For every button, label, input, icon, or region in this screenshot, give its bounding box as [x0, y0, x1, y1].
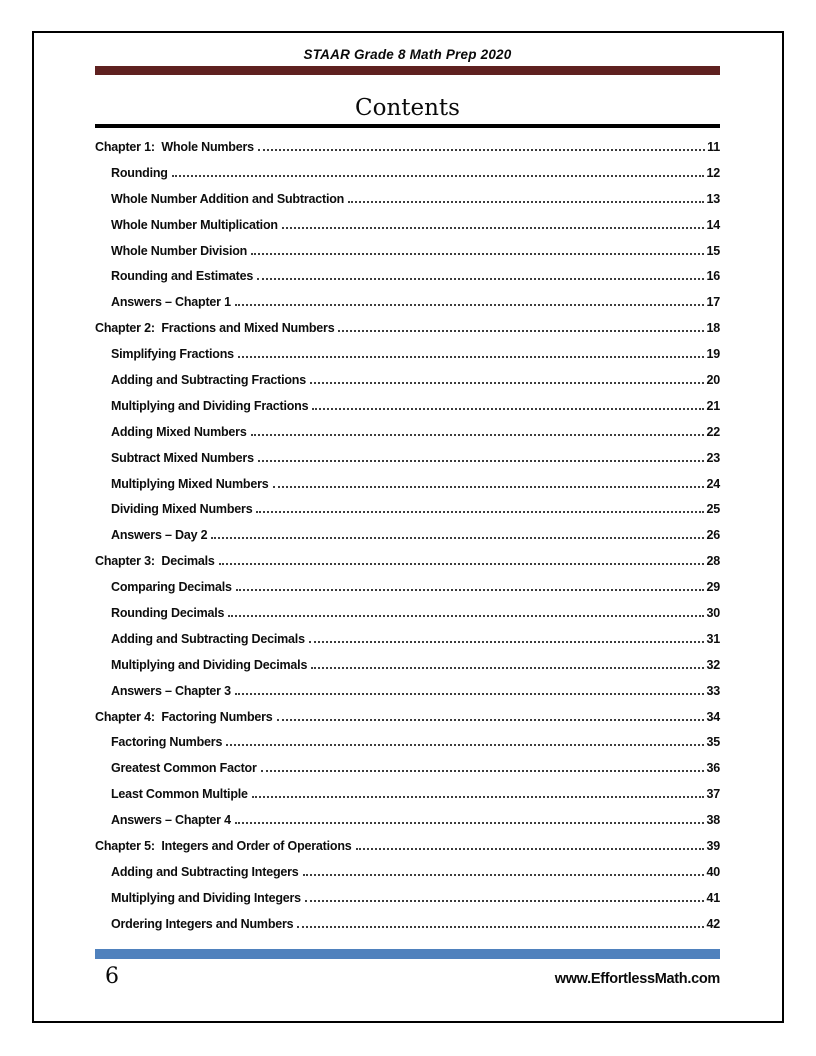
toc-entry-label: Adding and Subtracting Decimals [111, 631, 305, 646]
dot-leader [238, 356, 705, 358]
dot-leader [356, 848, 705, 850]
toc-entry-page-number: 40 [706, 864, 720, 879]
toc-entry[interactable] [95, 472, 720, 498]
toc-entry-label: Subtract Mixed Numbers [111, 450, 254, 465]
toc-entry[interactable] [95, 368, 720, 394]
dot-leader [310, 382, 704, 384]
toc-entry-label: Whole Number Multiplication [111, 217, 278, 232]
toc-entry-label: Least Common Multiple [111, 787, 248, 802]
toc-entry-label: Chapter 4: Factoring Numbers [95, 709, 273, 724]
toc-entry-page-number: 13 [706, 191, 720, 206]
toc-entry-page-number: 19 [706, 347, 720, 362]
toc-entry[interactable] [95, 679, 720, 705]
dot-leader [348, 201, 704, 203]
dot-leader [251, 253, 704, 255]
toc-entry-page-number: 36 [706, 761, 720, 776]
dot-leader [258, 149, 705, 151]
toc-entry-label: Chapter 3: Decimals [95, 554, 215, 569]
toc-entry-label: Multiplying Mixed Numbers [111, 476, 269, 491]
toc-entry-page-number: 39 [706, 839, 720, 854]
toc-entry-page-number: 37 [706, 787, 720, 802]
dot-leader [219, 563, 705, 565]
toc-entry[interactable] [95, 834, 720, 860]
toc-entry[interactable] [95, 213, 720, 239]
toc-entry-page-number: 35 [706, 735, 720, 750]
toc-entry-page-number: 26 [706, 528, 720, 543]
dot-leader [252, 796, 705, 798]
dot-leader [172, 175, 705, 177]
toc-entry-page-number: 17 [706, 295, 720, 310]
toc-entry[interactable] [95, 653, 720, 679]
toc-entry-page-number: 18 [706, 321, 720, 336]
dot-leader [251, 434, 705, 436]
toc-entry-page-number: 41 [706, 890, 720, 905]
running-header-title: STAAR Grade 8 Math Prep 2020 [303, 47, 512, 62]
toc-entry-page-number: 28 [706, 554, 720, 569]
dot-leader [312, 408, 704, 410]
toc-entry-label: Rounding and Estimates [111, 269, 254, 284]
page-number: 6 [105, 963, 119, 989]
toc-entry-label: Chapter 1: Whole Numbers [95, 140, 254, 154]
toc-entry-page-number: 11 [707, 140, 720, 154]
dot-leader [305, 900, 705, 902]
toc-entry-label: Answers – Chapter 4 [111, 813, 231, 828]
toc-entry[interactable] [95, 290, 720, 316]
toc-entry[interactable] [95, 860, 720, 886]
page-content [95, 31, 720, 989]
dot-leader [338, 330, 704, 332]
toc-entry-page-number: 23 [706, 450, 720, 465]
toc-entry-page-number: 33 [706, 683, 720, 698]
toc-entry-label: Adding and Subtracting Integers [111, 864, 299, 879]
toc-entry-page-number: 14 [706, 217, 720, 232]
toc-entry[interactable] [95, 187, 720, 213]
toc-entry-label: Answers – Day 2 [111, 528, 208, 543]
dot-leader [228, 615, 704, 617]
toc-entry[interactable] [95, 420, 720, 446]
dot-leader [235, 822, 705, 824]
toc-entry[interactable] [95, 239, 720, 265]
toc-entry-label: Greatest Common Factor [111, 761, 257, 776]
table-of-contents [95, 135, 720, 938]
toc-entry-label: Simplifying Fractions [111, 347, 234, 362]
toc-entry-page-number: 42 [706, 916, 720, 931]
toc-entry[interactable] [95, 756, 720, 782]
toc-entry-label: Answers – Chapter 1 [111, 295, 231, 310]
toc-entry[interactable] [95, 316, 720, 342]
toc-entry-page-number: 20 [706, 373, 720, 388]
dot-leader [257, 278, 704, 280]
toc-entry-label: Answers – Chapter 3 [111, 683, 231, 698]
toc-entry[interactable] [95, 782, 720, 808]
toc-entry-label: Rounding Decimals [111, 606, 225, 621]
toc-entry-page-number: 31 [706, 631, 720, 646]
dot-leader [277, 719, 705, 721]
toc-entry-label: Rounding [111, 165, 168, 180]
toc-entry-label: Multiplying and Dividing Fractions [111, 398, 309, 413]
toc-entry-page-number: 21 [706, 398, 720, 413]
toc-entry-page-number: 12 [706, 165, 720, 180]
dot-leader [261, 770, 705, 772]
toc-entry-label: Multiplying and Dividing Decimals [111, 657, 308, 672]
toc-entry[interactable] [95, 575, 720, 601]
dot-leader [256, 511, 704, 513]
toc-entry[interactable] [95, 705, 720, 731]
contents-heading-rule [95, 124, 720, 128]
dot-leader [303, 874, 705, 876]
footer-rule [95, 949, 720, 959]
dot-leader [311, 667, 704, 669]
dot-leader [273, 486, 705, 488]
toc-entry-page-number: 24 [706, 476, 720, 491]
dot-leader [236, 589, 705, 591]
toc-entry[interactable] [95, 135, 720, 161]
website-link[interactable]: www.EffortlessMath.com [554, 970, 720, 987]
toc-entry[interactable] [95, 912, 720, 938]
toc-entry-label: Chapter 2: Fractions and Mixed Numbers [95, 321, 335, 336]
toc-entry[interactable] [95, 161, 720, 187]
dot-leader [235, 693, 705, 695]
toc-entry-label: Ordering Integers and Numbers [111, 916, 294, 931]
toc-entry[interactable] [95, 497, 720, 523]
toc-entry-label: Adding and Subtracting Fractions [111, 373, 306, 388]
toc-entry-page-number: 38 [706, 813, 720, 828]
toc-entry[interactable] [95, 627, 720, 653]
toc-entry[interactable] [95, 342, 720, 368]
toc-entry[interactable] [95, 601, 720, 627]
header-rule [95, 66, 720, 75]
dot-leader [258, 460, 705, 462]
toc-entry[interactable] [95, 394, 720, 420]
page-footer [95, 964, 720, 989]
toc-entry-page-number: 25 [706, 502, 720, 517]
toc-entry[interactable] [95, 549, 720, 575]
toc-entry-page-number: 15 [706, 243, 720, 258]
toc-entry[interactable] [95, 264, 720, 290]
dot-leader [309, 641, 705, 643]
toc-entry-page-number: 30 [706, 606, 720, 621]
toc-entry-page-number: 22 [706, 424, 720, 439]
dot-leader [211, 537, 704, 539]
dot-leader [282, 227, 705, 229]
toc-entry-page-number: 32 [706, 657, 720, 672]
toc-entry-label: Comparing Decimals [111, 580, 232, 595]
toc-entry[interactable] [95, 808, 720, 834]
toc-entry-page-number: 34 [706, 709, 720, 724]
toc-entry[interactable] [95, 886, 720, 912]
dot-leader [226, 744, 704, 746]
toc-entry-label: Whole Number Addition and Subtraction [111, 191, 345, 206]
toc-entry-page-number: 16 [706, 269, 720, 284]
toc-entry[interactable] [95, 523, 720, 549]
dot-leader [297, 926, 704, 928]
toc-entry-label: Chapter 5: Integers and Order of Operations [95, 839, 352, 854]
toc-entry-label: Factoring Numbers [111, 735, 223, 750]
toc-entry[interactable] [95, 446, 720, 472]
toc-entry-label: Whole Number Division [111, 243, 248, 258]
toc-entry-label: Adding Mixed Numbers [111, 424, 247, 439]
dot-leader [235, 304, 705, 306]
toc-entry-label: Multiplying and Dividing Integers [111, 890, 301, 905]
toc-entry-label: Dividing Mixed Numbers [111, 502, 253, 517]
contents-heading: Contents [355, 95, 460, 121]
toc-entry[interactable] [95, 730, 720, 756]
toc-entry-page-number: 29 [706, 580, 720, 595]
